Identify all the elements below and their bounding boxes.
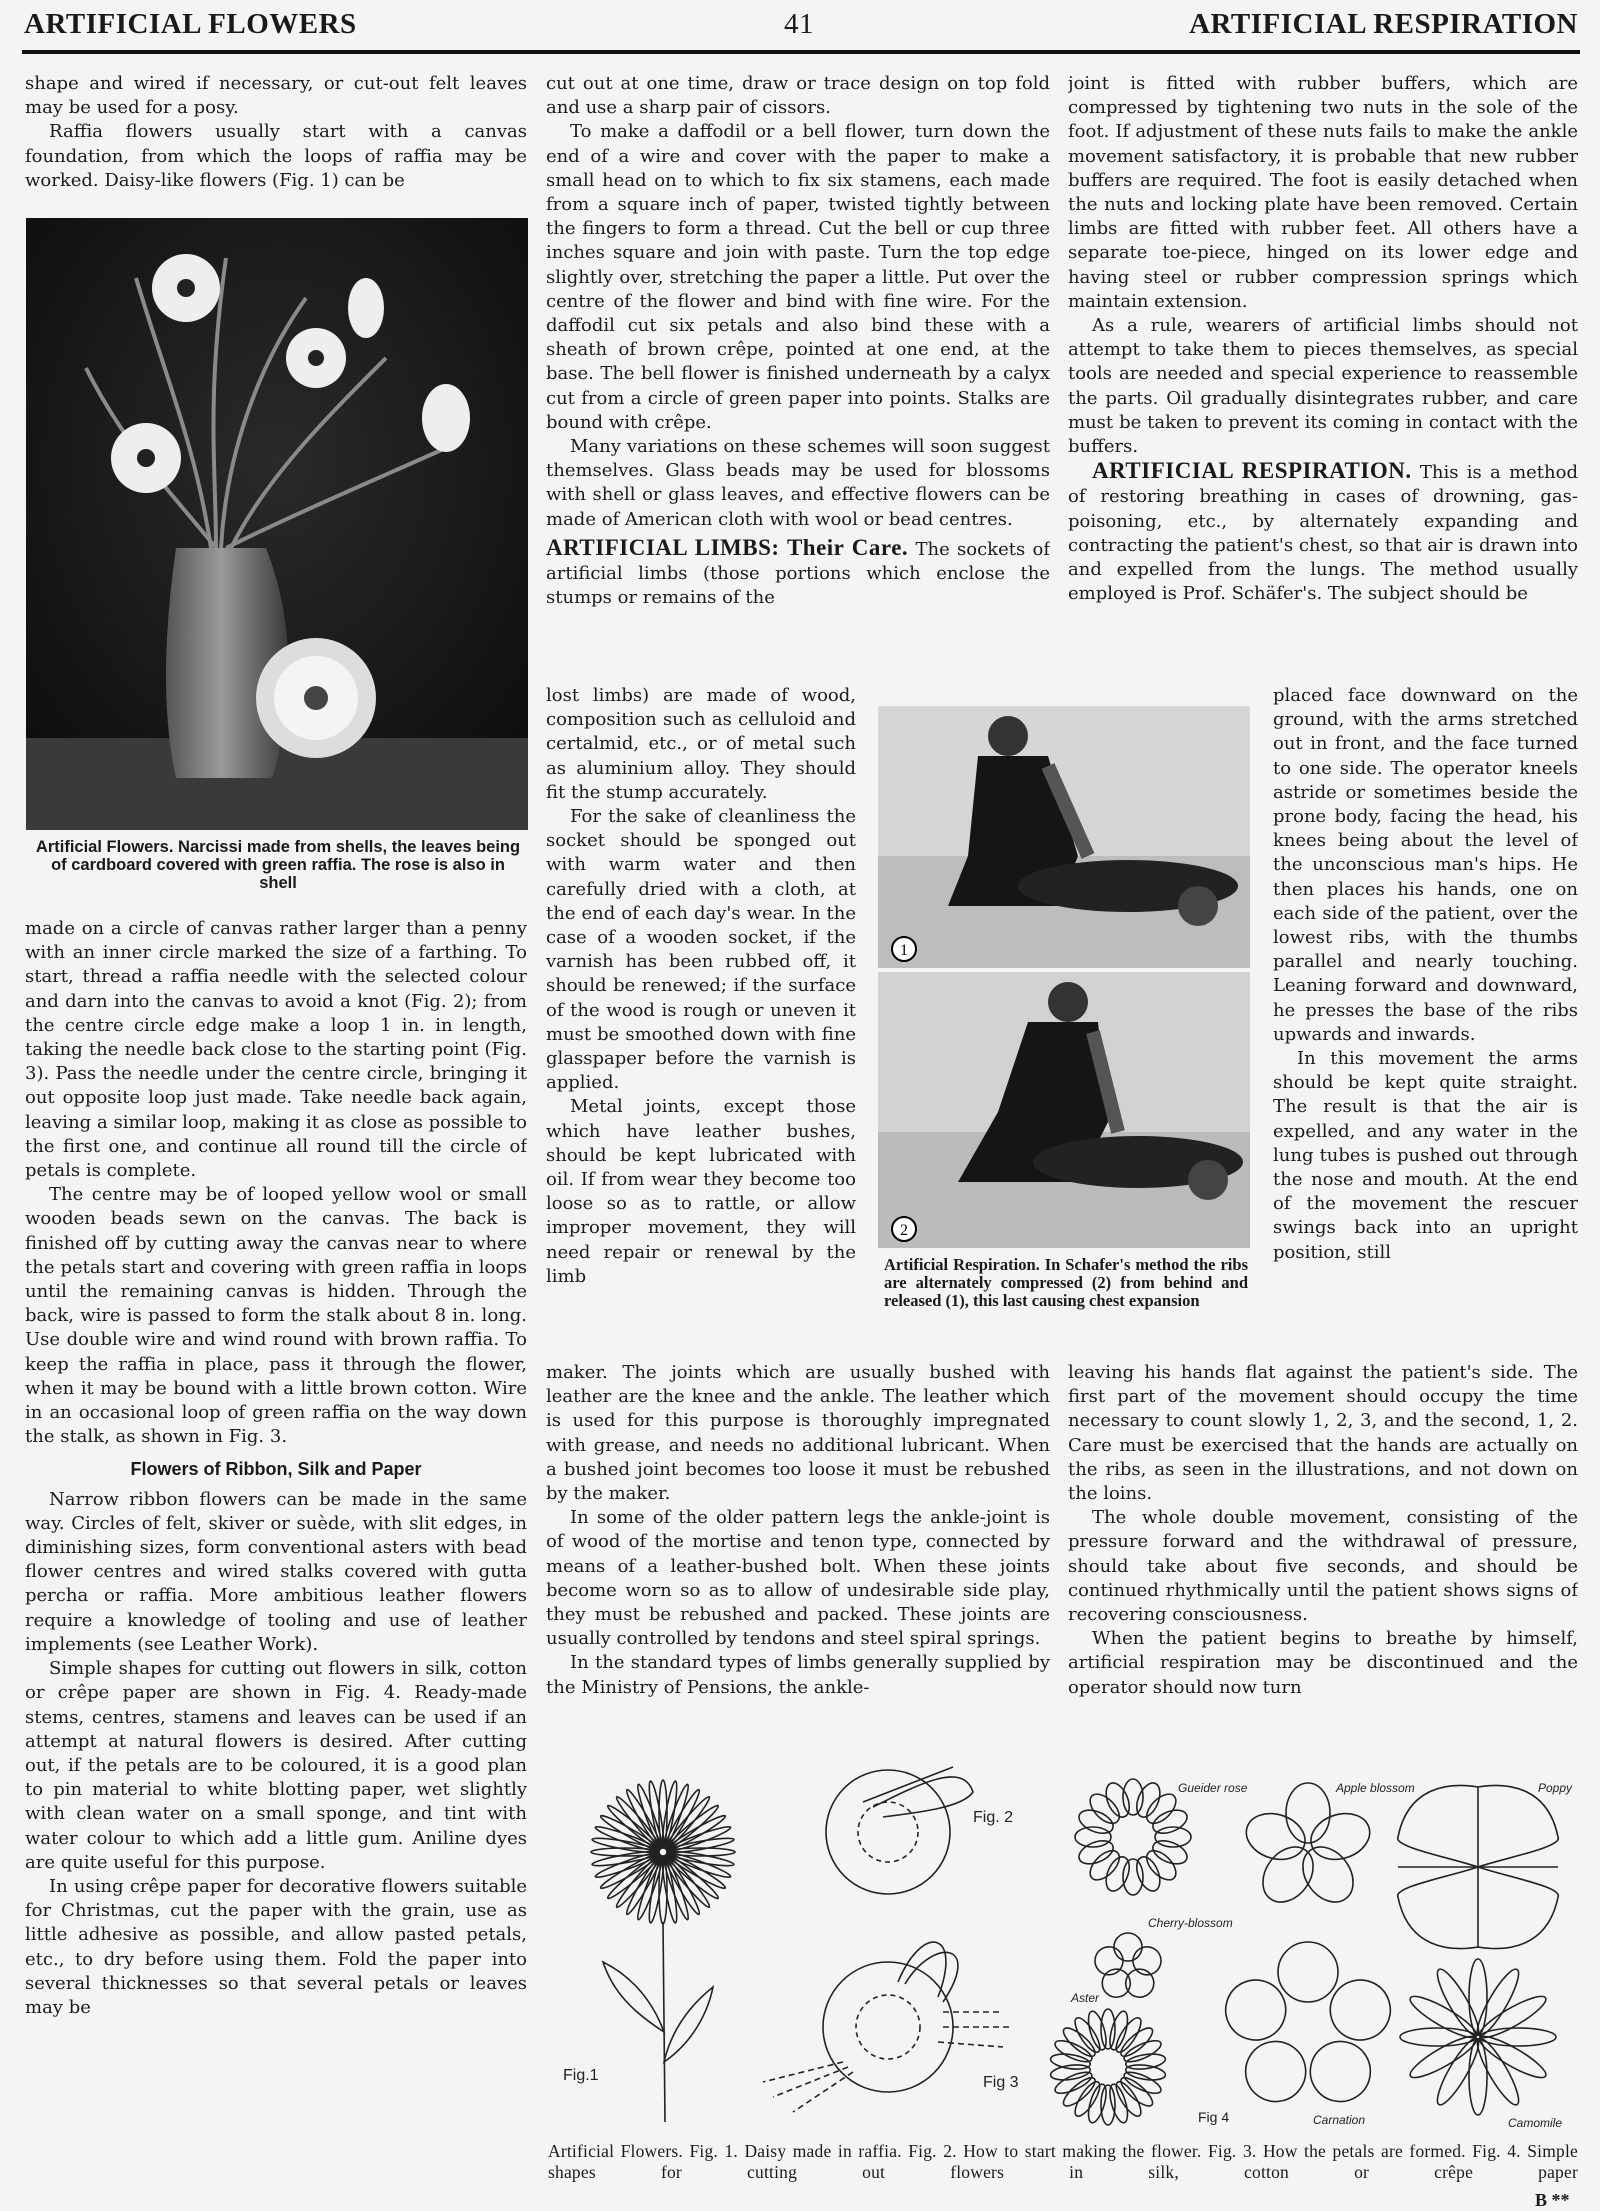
gueider-rose-shape <box>1075 1779 1191 1895</box>
aster-shape <box>1050 2009 1167 2125</box>
header-rule <box>22 50 1580 54</box>
paragraph: For the sake of cleanliness the socket should be sponged out with warm water and then carefully dried with a cloth, at the end of each day's wear. In the case of a wooden socket, if the varnish has been rubbed off, it should be renewed; if the surface of the wood is rough or uneven it must be smoothed down with fine glasspaper before the varnish is applied. <box>546 806 856 1094</box>
paragraph: In some of the older pattern legs the ankle-joint is of wood of the mortise and tenon type, connected by means of a leather-bushed bolt. When these joints become worn so as to allow of undesirable side play, they must be rebushed and packed. These joints are usually controlled by tendons and steel spiral springs. <box>546 1507 1050 1650</box>
paragraph: Many variations on these schemes will soon suggest themselves. Glass beads may be used for blossoms with shell or glass leaves, and effective flowers can be made of American cloth with wool or bead centres. <box>546 436 1050 530</box>
shape-label-camomile: Camomile <box>1508 2116 1563 2130</box>
fig4-label: Fig 4 <box>1198 2109 1230 2125</box>
paragraph: As a rule, wearers of artificial limbs should not attempt to take them to pieces themselves, as special tools are needed and special experience to reassemble the parts. Oil gradually disintegrates rubber, and care must be taken to prevent its coming in contact with the buffers. <box>1068 315 1578 458</box>
paragraph: The centre may be of looped yellow wool or small wooden beads sewn on the canvas. The back is finished off by cutting away the canvas near to where the petals start and covering with green raffia in loops until the remaining canvas is hidden. Through the back, wire is passed to form the stalk about 8 in. long. Use double wire and wind round with brown raffia. To keep the raffia in place, pass it through the flower, when it may be bound with a little brown cotton. Wire in an occasional loop of green raffia on the way down the stalk, as shown in Fig. 3. <box>25 1184 527 1448</box>
respiration-photo-2 <box>878 972 1250 1248</box>
paragraph: Metal joints, except those which have leather bushes, should be kept lubricated with oil. If from wear they become too loose so as to rattle, or allow improper movement, they will need repair or renewal by the limb <box>546 1096 856 1287</box>
fig2-label: Fig. 2 <box>973 1809 1014 1826</box>
cherry-blossom-shape <box>1091 1933 1164 2003</box>
carnation-shape <box>1218 1942 1398 2113</box>
narcissi-photo-caption: Artificial Flowers. Narcissi made from shells, the leaves being of cardboard covered with green raffia. The rose is also in shell <box>35 838 521 892</box>
shape-label-poppy: Poppy <box>1538 1781 1573 1795</box>
paragraph: The sockets of artificial limbs (those portions which enclose the stumps or remains of the <box>546 538 1050 609</box>
paragraph: In using crêpe paper for decorative flowers suitable for Christmas, cut the paper with the grain, use as little adhesive as possible, and allow pasted petals, etc., to dry before using them. Fold the paper into several thicknesses so that several petals or leaves may be <box>25 1875 527 2018</box>
paragraph: joint is fitted with rubber buffers, which are compressed by tightening two nuts in the sole of the foot. If adjustment of these nuts fails to make the ankle movement satisfactory, it is probable that new rubber buffers are required. The foot is easily detached when the nuts and locking plate have been removed. Certain limbs are fitted with rubber feet. All others have a separate toe-piece, hinged on its lower edge and having steel or rubber compression springs which maintain extension. <box>1068 73 1578 312</box>
middle-column-narrow <box>546 684 856 1361</box>
paragraph: Narrow ribbon flowers can be made in the same way. Circles of felt, skiver or suède, with slit edges, in diminishing sizes, form conventional asters with bead flower centres and wired stalks covered with gutta percha or raffia. More ambitious leather flowers require a knowledge of tooling and use of leather implements (see Leather Work). <box>25 1488 527 1655</box>
running-head-right: ARTIFICIAL RESPIRATION <box>1189 8 1578 40</box>
middle-column-top <box>546 72 1050 684</box>
apple-blossom-shape <box>1240 1783 1375 1912</box>
fig3-label: Fig 3 <box>983 2074 1019 2091</box>
shape-label-aster: Aster <box>1071 1991 1100 2005</box>
shape-label-apple-blossom: Apple blossom <box>1336 1781 1415 1795</box>
paragraph: This is a method of restoring breathing in cases of drowning, gas-poisoning, etc., by alternately expanding and contracting the patient's chest, so that air is drawn into and expelled from the lungs. The method usually employed is Prof. Schäfer's. The subject should be <box>1068 462 1578 605</box>
fig3-drawing <box>763 1942 1019 2112</box>
signature-mark: B ** <box>1535 2190 1570 2210</box>
paragraph: To make a daffodil or a bell flower, turn down the end of a wire and cover with the paper to make a small head on to which to fix six stamens, each made from a square inch of paper, twisted tightly between the fingers to form a thread. Cut the bell or cup three inches square and join with paste. Turn the top edge slightly over, stretching the paper a little. Put over the centre of the flower and bind with fine wire. For the daffodil cut six petals and also bind these with a sheath of brown crêpe, pointed at one end, at the base. The bell flower is finished underneath by a calyx cut from a circle of green paper into points. Stalks are bound with crêpe. <box>546 121 1050 433</box>
paragraph: In this movement the arms should be kept quite straight. The result is that the air is expelled, and any water in the lung tubes is pushed out through the nose and mouth. At the end of the movement the rescuer swings back into an upright position, still <box>1273 1048 1578 1263</box>
respiration-photo-1 <box>878 706 1250 968</box>
left-column-top <box>25 72 527 194</box>
daisy-drawing <box>563 1780 735 2122</box>
right-column-top <box>1068 72 1578 684</box>
paragraph: Simple shapes for cutting out flowers in silk, cotton or crêpe paper are shown in Fig. 4. Ready-made stems, centres, stamens and leaves can be used if an attempt at natural flowers is desired. After cutting out, if the petals are to be coloured, it is a good plan to pin material to white blotting paper, wet slightly with clean water on a small sponge, and tint with water colour to which add a little gum. Aniline dyes are quite useful for this purpose. <box>25 1658 527 1873</box>
right-column-narrow <box>1273 684 1578 1361</box>
running-head-left: ARTIFICIAL FLOWERS <box>24 8 357 40</box>
poppy-shape <box>1398 1785 1559 1948</box>
left-column-bottom <box>25 917 527 2179</box>
shape-label-gueider-rose: Gueider rose <box>1178 1781 1248 1795</box>
paragraph: shape and wired if necessary, or cut-out felt leaves may be used for a posy. <box>25 73 527 119</box>
paragraph: cut out at one time, draw or trace design on top fold and use a sharp pair of cissors. <box>546 73 1050 119</box>
shape-label-carnation: Carnation <box>1313 2113 1366 2127</box>
daisy-shape <box>591 1780 735 1924</box>
paragraph: The whole double movement, consisting of the pressure forward and the withdrawal of pressure, should take about five seconds, and should be continued rhythmically until the patient shows signs of recovering consciousness. <box>1068 1507 1578 1626</box>
paragraph: lost limbs) are made of wood, composition such as celluloid and certalmid, etc., or of metal such as aluminium alloy. They should fit the stump accurately. <box>546 685 856 803</box>
paragraph: placed face downward on the ground, with the arms stretched out in front, and the face turned to one side. The operator kneels astride or sometimes beside the prone body, facing the head, his knees being about the level of the unconscious man's hips. He then places his hands, one on each side of the patient, over the lowest ribs, with the thumbs parallel and nearly touching. Leaning forward and downward, he presses the base of the ribs upwards and inwards. <box>1273 685 1578 1045</box>
subheading: Flowers of Ribbon, Silk and Paper <box>130 1459 422 1480</box>
paragraph: maker. The joints which are usually bushed with leather are the knee and the ankle. The leather which is used for this purpose is thoroughly impregnated with grease, and needs no additional lubricant. When a bushed joint becomes too loose it must be rebushed by the maker. <box>546 1362 1050 1505</box>
panel-label: 1 <box>900 942 908 959</box>
fig4-shapes <box>1050 1779 1559 2125</box>
paragraph: When the patient begins to breathe by himself, artificial respiration may be discontinued and the operator should now turn <box>1068 1628 1578 1698</box>
paragraph: leaving his hands flat against the patient's side. The first part of the movement should occupy the time necessary to count slowly 1, 2, 3, and the second, 1, 2. Care must be exercised that the hands are actually on the ribs, as seen in the illustrations, and not down on the loins. <box>1068 1362 1578 1505</box>
drawings-caption: Artificial Flowers. Fig. 1. Daisy made in raffia. Fig. 2. How to start making the flower. Fig. 3. How the petals are formed. Fig. 4. Simple shapes for cutting out flowers in silk, cotton or crêpe paper <box>548 2141 1578 2182</box>
right-column-bottom <box>1068 1361 1578 1751</box>
respiration-caption: Artificial Respiration. In Schafer's method the ribs are alternately compressed (2) from behind and released (1), this last causing chest expansion <box>884 1255 1248 1310</box>
fig1-label: Fig.1 <box>563 2067 599 2084</box>
flower-diagrams <box>543 1762 1583 2138</box>
panel-label: 2 <box>900 1222 908 1239</box>
paragraph: Raffia flowers usually start with a canvas foundation, from which the loops of raffia may be worked. Daisy-like flowers (Fig. 1) can be <box>25 121 527 191</box>
paragraph: made on a circle of canvas rather larger than a penny with an inner circle marked the size of a farthing. To start, thread a raffia needle with the selected colour and darn into the canvas to avoid a knot (Fig. 2); from the centre circle edge make a loop 1 in. in length, taking the needle back close to the starting point (Fig. 3). Pass the needle under the centre circle, bringing it out opposite loop just made. Take needle back again, leaving a similar loop, making it as close as possible to the first one, and continue all round till the circle of petals is complete. <box>25 918 527 1182</box>
narcissi-photo <box>26 218 528 830</box>
middle-column-bottom <box>546 1361 1050 1751</box>
camomile-shape <box>1400 1959 1556 2115</box>
limbs-heading: ARTIFICIAL LIMBS: Their Care. <box>546 534 909 560</box>
shape-label-cherry-blossom: Cherry-blossom <box>1148 1916 1233 1930</box>
page-number: 41 <box>784 8 814 40</box>
fig2-drawing <box>826 1767 1013 1894</box>
respiration-heading: ARTIFICIAL RESPIRATION. <box>1092 458 1412 484</box>
paragraph: In the standard types of limbs generally supplied by the Ministry of Pensions, the ankle- <box>546 1652 1050 1698</box>
